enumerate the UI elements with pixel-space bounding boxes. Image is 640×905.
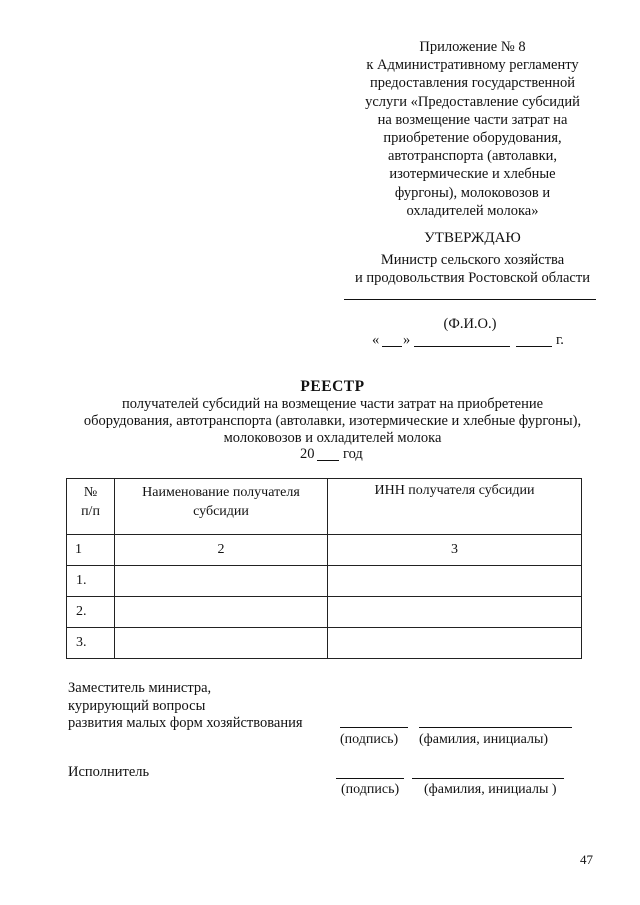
recipient-inn-cell[interactable] xyxy=(328,628,582,659)
deputy-title-line-3: развития малых форм хозяйствования xyxy=(68,715,303,731)
deputy-name-line[interactable] xyxy=(419,727,572,728)
deputy-signature-line[interactable] xyxy=(340,727,408,728)
recipient-inn-cell[interactable] xyxy=(328,597,582,628)
column-numbering-row xyxy=(67,535,582,566)
executor-signature-line[interactable] xyxy=(336,778,404,779)
header-name xyxy=(115,479,328,535)
deputy-name-caption: (фамилия, инициалы) xyxy=(419,732,549,747)
appendix-line: автотранспорта (автолавки, xyxy=(387,148,558,165)
appendix-line: на возмещение части затрат на xyxy=(377,111,568,128)
register-year-blank xyxy=(317,460,339,461)
row-number: 2. xyxy=(67,597,115,628)
header-no-line1: № xyxy=(83,485,98,500)
approval-line-1: Министр сельского хозяйства xyxy=(380,252,565,268)
deputy-title-line-2: курирующий вопросы xyxy=(68,698,206,714)
recipient-inn-cell[interactable] xyxy=(328,566,582,597)
column-number: 2 xyxy=(115,535,328,566)
approval-title: УТВЕРЖДАЮ xyxy=(424,230,521,246)
date-close-quote: » xyxy=(403,332,411,348)
deputy-title-line-1: Заместитель министра, xyxy=(68,680,212,696)
register-title: РЕЕСТР xyxy=(300,378,365,395)
fio-caption: (Ф.И.О.) xyxy=(443,316,497,332)
header-no xyxy=(67,479,115,535)
appendix-line: предоставления государственной xyxy=(369,75,576,92)
table-header-row xyxy=(67,479,582,535)
fio-signature-line xyxy=(344,299,596,300)
executor-label: Исполнитель xyxy=(68,764,150,780)
register-table xyxy=(66,478,582,659)
appendix-line: к Административному регламенту xyxy=(366,57,579,74)
header-name-line1: Наименование получателя xyxy=(142,485,300,500)
recipient-name-cell[interactable] xyxy=(115,566,328,597)
table-row xyxy=(67,628,582,659)
column-number: 3 xyxy=(328,535,582,566)
table-row xyxy=(67,566,582,597)
table-row xyxy=(67,597,582,628)
header-name-line2: субсидии xyxy=(193,504,249,519)
page-number: 47 xyxy=(580,852,593,867)
header-inn: ИНН получателя субсидии xyxy=(328,479,582,535)
appendix-line: приобретение оборудования, xyxy=(383,130,562,147)
register-subtitle-2: оборудования, автотранспорта (автолавки, изотермические и хлебные фургоны), xyxy=(83,413,582,429)
row-number: 3. xyxy=(67,628,115,659)
date-day-blank xyxy=(382,346,402,347)
register-subtitle-1: получателей субсидий на возмещение части затрат на приобретение xyxy=(121,396,544,412)
date-year-suffix: г. xyxy=(556,332,564,348)
executor-name-line[interactable] xyxy=(412,778,564,779)
register-subtitle-3: молоковозов и охладителей молока xyxy=(223,430,442,446)
appendix-block xyxy=(345,38,600,220)
recipient-name-cell[interactable] xyxy=(115,628,328,659)
deputy-signature-caption: (подпись) xyxy=(340,732,399,747)
approval-line-2: и продовольствия Ростовской области xyxy=(355,270,590,286)
date-month-blank xyxy=(414,346,510,347)
appendix-line: Приложение № 8 xyxy=(419,39,526,55)
register-year-prefix: 20 xyxy=(300,446,315,462)
appendix-line: охладителей молока» xyxy=(406,202,539,219)
recipient-name-cell[interactable] xyxy=(115,597,328,628)
appendix-line: изотермические и хлебные xyxy=(389,166,556,183)
header-no-line2: п/п xyxy=(81,504,100,519)
appendix-line: фургоны), молоковозов и xyxy=(394,184,551,201)
date-year-blank xyxy=(516,346,552,347)
column-number: 1 xyxy=(67,535,115,566)
executor-signature-caption: (подпись) xyxy=(341,782,400,797)
appendix-line: услуги «Предоставление субсидий xyxy=(365,93,580,110)
row-number: 1. xyxy=(67,566,115,597)
register-year-suffix: год xyxy=(343,446,363,462)
date-open-quote: « xyxy=(372,332,380,348)
executor-name-caption: (фамилия, инициалы ) xyxy=(424,782,557,797)
